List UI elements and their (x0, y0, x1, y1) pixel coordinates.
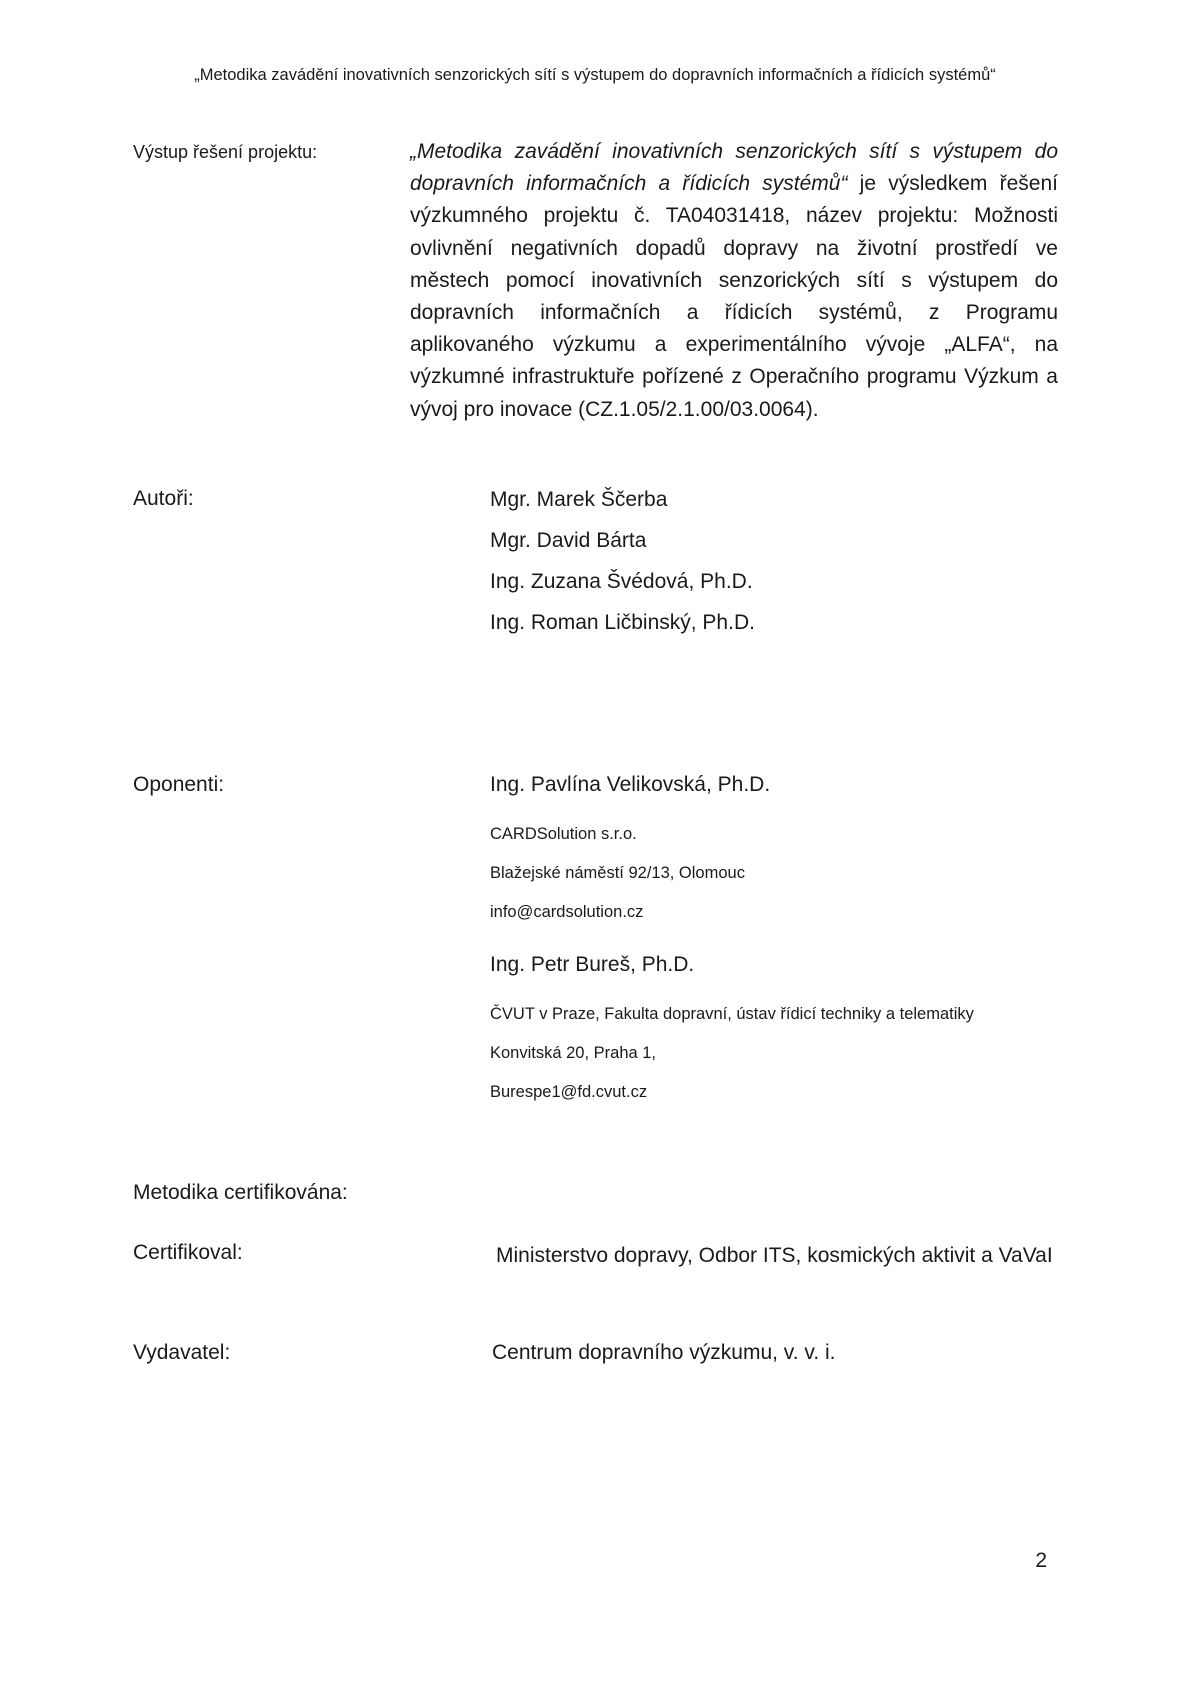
opponent-name: Ing. Petr Bureš, Ph.D. (490, 953, 695, 976)
opponent-group (490, 772, 1058, 924)
opponent-email: Burespe1@fd.cvut.cz (490, 1083, 648, 1101)
certifier-value: Ministerstvo dopravy, Odbor ITS, kosmických aktivit a VaVaI (496, 1244, 1053, 1267)
publisher-value: Centrum dopravního výzkumu, v. v. i. (492, 1341, 836, 1364)
certifier-label: Certifikoval: (133, 1241, 243, 1264)
author-item: Ing. Zuzana Švédová, Ph.D. (490, 570, 753, 593)
project-description-text: je výsledkem řešení výzkumného projektu č. TA04031418, název projektu: Možnosti ovlivnění negativních dopadů dopravy na životní prostředí ve městech pomocí inovativních senzorických sítí s výstupem do dopravních informačních a řídicích systémů, z Programu aplikovaného výzkumu a experimentálního vývoje „ALFA“, na výzkumné infrastruktuře pořízené z Operačního programu Výzkum a vývoj pro inovace (CZ.1.05/2.1.00/03.0064). (410, 172, 1058, 421)
opponent-address: Blažejské náměstí 92/13, Olomouc (490, 864, 745, 882)
author-item: Mgr. Marek Ščerba (490, 488, 668, 511)
author-item: Mgr. David Bárta (490, 529, 647, 552)
publisher-label: Vydavatel: (133, 1341, 231, 1364)
opponents-label: Oponenti: (133, 773, 225, 796)
opponent-organization: ČVUT v Praze, Fakulta dopravní, ústav řídicí techniky a telematiky (490, 1005, 974, 1023)
opponent-group (490, 952, 1058, 1104)
project-output-paragraph (410, 136, 1058, 426)
authors-label: Autoři: (133, 487, 194, 510)
methodology-certified-label: Metodika certifikována: (133, 1181, 348, 1204)
project-output-label: Výstup řešení projektu: (133, 142, 318, 162)
page-number: 2 (1035, 1549, 1047, 1572)
author-item: Ing. Roman Ličbinský, Ph.D. (490, 611, 755, 634)
opponent-address: Konvitská 20, Praha 1, (490, 1044, 657, 1062)
opponents-list (490, 772, 1058, 1119)
document-header-title: „Metodika zavádění inovativních senzorických sítí s výstupem do dopravních informačních a řídicích systémů“ (194, 66, 996, 84)
authors-list (490, 486, 755, 650)
opponent-email: info@cardsolution.cz (490, 903, 644, 921)
opponent-name: Ing. Pavlína Velikovská, Ph.D. (490, 773, 771, 796)
opponent-organization: CARDSolution s.r.o. (490, 825, 637, 843)
project-title-italic: „Metodika zavádění inovativních senzorických sítí s výstupem do dopravních informačních a řídicích systémů“ (410, 140, 1058, 196)
